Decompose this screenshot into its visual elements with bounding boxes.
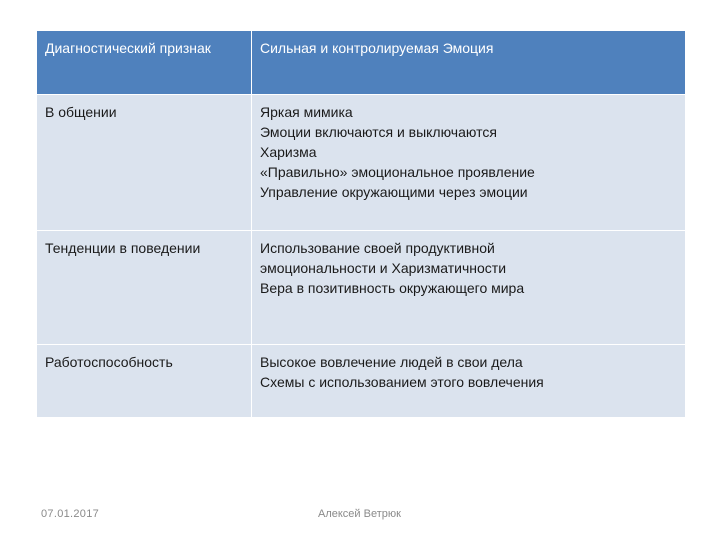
table-header-row — [37, 31, 686, 95]
row-label: Тенденции в поведении — [37, 231, 252, 345]
footer-date: 07.01.2017 — [41, 508, 100, 520]
description-line: Схемы с использованием этого вовлечения — [260, 374, 544, 390]
description-line: Харизма — [260, 144, 317, 160]
table-row — [37, 231, 686, 345]
description-line: «Правильно» эмоциональное проявление — [260, 164, 535, 180]
table-row — [37, 345, 686, 418]
row-label: Работоспособность — [37, 345, 252, 418]
description-line: Эмоции включаются и выключаются — [260, 124, 497, 140]
row-description — [252, 345, 686, 418]
description-line: эмоциональности и Харизматичности — [260, 260, 507, 276]
row-description — [252, 95, 686, 231]
header-cell-emotion-type: Сильная и контролируемая Эмоция — [252, 31, 686, 95]
table-row — [37, 95, 686, 231]
footer-author: Алексей Ветрюк — [318, 508, 401, 520]
description-line: Яркая мимика — [260, 104, 353, 120]
description-line: Вера в позитивность окружающего мира — [260, 280, 525, 296]
description-line: Высокое вовлечение людей в свои дела — [260, 354, 523, 370]
row-label: В общении — [37, 95, 252, 231]
row-description — [252, 231, 686, 345]
header-cell-diagnostic-feature: Диагностический признак — [37, 31, 252, 95]
description-line: Управление окружающими через эмоции — [260, 184, 528, 200]
description-line: Использование своей продуктивной — [260, 240, 495, 256]
diagnostic-table — [36, 30, 686, 418]
